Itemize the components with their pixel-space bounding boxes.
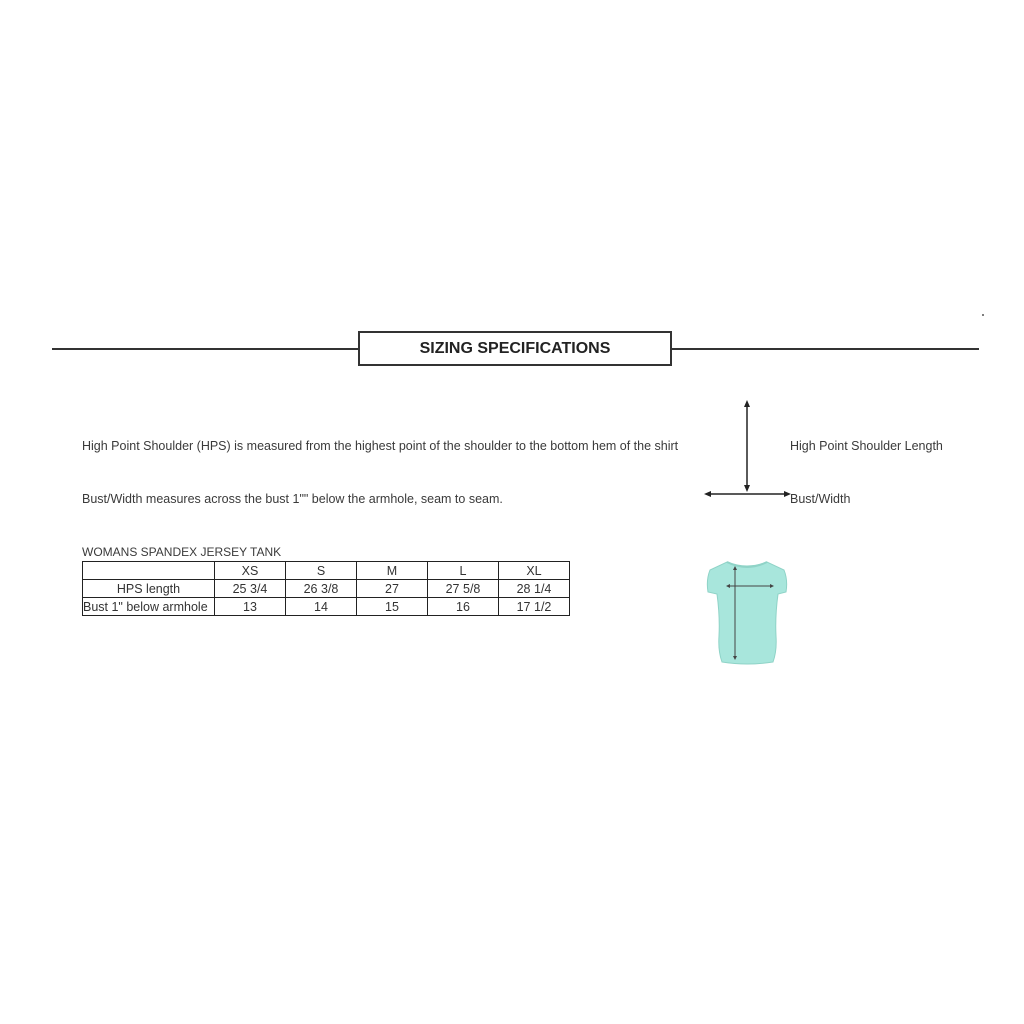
table-row xyxy=(83,580,570,598)
col-header: XS xyxy=(215,562,286,580)
col-header: M xyxy=(357,562,428,580)
stray-dot xyxy=(982,314,984,316)
table-cell: 16 xyxy=(428,598,499,616)
hps-label: High Point Shoulder Length xyxy=(790,439,943,453)
table-cell: 17 1/2 xyxy=(499,598,570,616)
table-cell: 27 xyxy=(357,580,428,598)
table-row xyxy=(83,598,570,616)
divider-left xyxy=(52,348,359,350)
table-cell: 27 5/8 xyxy=(428,580,499,598)
shirt-image xyxy=(700,556,794,668)
hps-description: High Point Shoulder (HPS) is measured from the highest point of the shoulder to the bottom hem of the shirt xyxy=(82,439,679,453)
bust-label: Bust/Width xyxy=(790,492,851,506)
table-cell: 15 xyxy=(357,598,428,616)
bust-description: Bust/Width measures across the bust 1"" below the armhole, seam to seam. xyxy=(82,492,503,506)
table-header-row xyxy=(83,562,570,580)
table-cell: 26 3/8 xyxy=(286,580,357,598)
size-table xyxy=(82,561,570,616)
table-cell: 13 xyxy=(215,598,286,616)
table-cell: 28 1/4 xyxy=(499,580,570,598)
divider-right xyxy=(671,348,979,350)
header-blank-cell xyxy=(83,562,215,580)
table-cell: 25 3/4 xyxy=(215,580,286,598)
col-header: L xyxy=(428,562,499,580)
table-cell: 14 xyxy=(286,598,357,616)
col-header: S xyxy=(286,562,357,580)
row-label: Bust 1" below armhole xyxy=(83,598,215,616)
table-caption: WOMANS SPANDEX JERSEY TANK xyxy=(82,545,282,559)
col-header: XL xyxy=(499,562,570,580)
row-label: HPS length xyxy=(83,580,215,598)
section-title xyxy=(358,331,672,366)
measurement-arrows-icon xyxy=(700,398,795,502)
section-title-text: SIZING SPECIFICATIONS xyxy=(419,339,611,357)
